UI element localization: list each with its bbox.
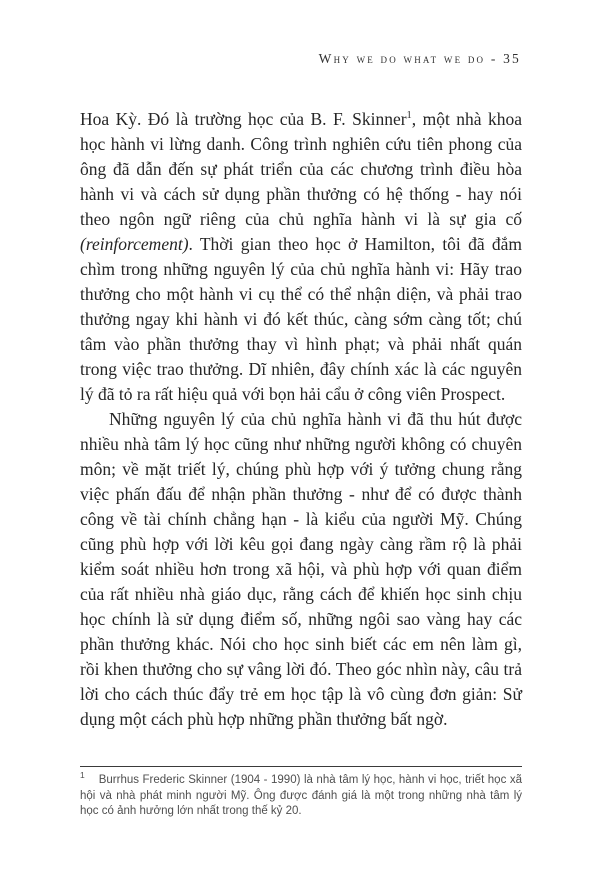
paragraph-1 [80,107,522,407]
paragraph-2: Những nguyên lý của chủ nghĩa hành vi đã thu hút được nhiều nhà tâm lý học cũng như những người không có chuyên môn; về mặt triết lý, chúng phù hợp với ý tưởng chung rằng việc phấn đấu để nhận phần thưởng - như để có được thành công về tài chính chẳng hạn - là kiểu của người Mỹ. Chúng cũng phù hợp với lời kêu gọi đang ngày càng rầm rộ là phải kiểm soát nhiều hơn trong xã hội, và phù hợp với quan điểm của rất nhiều nhà giáo dục, rằng cách để khiến học sinh chịu học chính là sử dụng điểm số, những ngôi sao vàng hay các phần thưởng khác. Nói cho học sinh biết các em nên làm gì, rồi khen thưởng cho sự vâng lời đó. Theo góc nhìn này, câu trả lời cho cách thúc đẩy trẻ em học tập là vô cùng đơn giản: Sử dụng một cách phù hợp những phần thưởng bất ngờ. [80,409,522,729]
footnote-ref-1: 1 [406,110,412,122]
page-body [80,107,522,732]
footnote-divider [80,766,522,767]
paragraph-1-text-b: , một nhà khoa học hành vi lừng danh. Công trình nghiên cứu tiên phong của ông đã dẫn đến sự phát triển của các chương trình điều hòa hành vi và cách sử dụng phần thưởng có hệ thống - hay nói theo ngôn ngữ riêng của chủ nghĩa hành vi là sự gia cố [80,109,522,229]
paragraph-1-text-c: . Thời gian theo học ở Hamilton, tôi đã đắm chìm trong những nguyên lý của chủ nghĩa hành vi: Hãy trao thưởng cho một hành vi cụ thể có thể nhận diện, và phải trao thưởng ngay khi hành vi đó kết thúc, càng sớm càng tốt; chú tâm vào phần thưởng thay vì hình phạt; và phải nhất quán trong việc trao thưởng. Dĩ nhiên, đây chính xác là các nguyên lý đã tỏ ra rất hiệu quả với bọn hải cẩu ở công viên Prospect. [80,234,522,404]
footnote-marker: 1 [80,770,85,781]
paragraph-1-text-a: Hoa Kỳ. Đó là trường học của B. F. Skinner [80,109,407,129]
footnote-text: Burrhus Frederic Skinner (1904 - 1990) là nhà tâm lý học, hành vi học, triết học xã hội và nhà phát minh người Mỹ. Ông được đánh giá là một trong những nhà tâm lý học có ảnh hưởng lớn nhất trong thế kỷ 20. [80,774,522,817]
footnote [80,770,522,820]
running-header-text: Why we do what we do - 35 [318,51,521,66]
footnote-area [80,766,522,820]
running-header [80,50,521,68]
paragraph-1-italic-term: (reinforcement) [80,234,189,254]
